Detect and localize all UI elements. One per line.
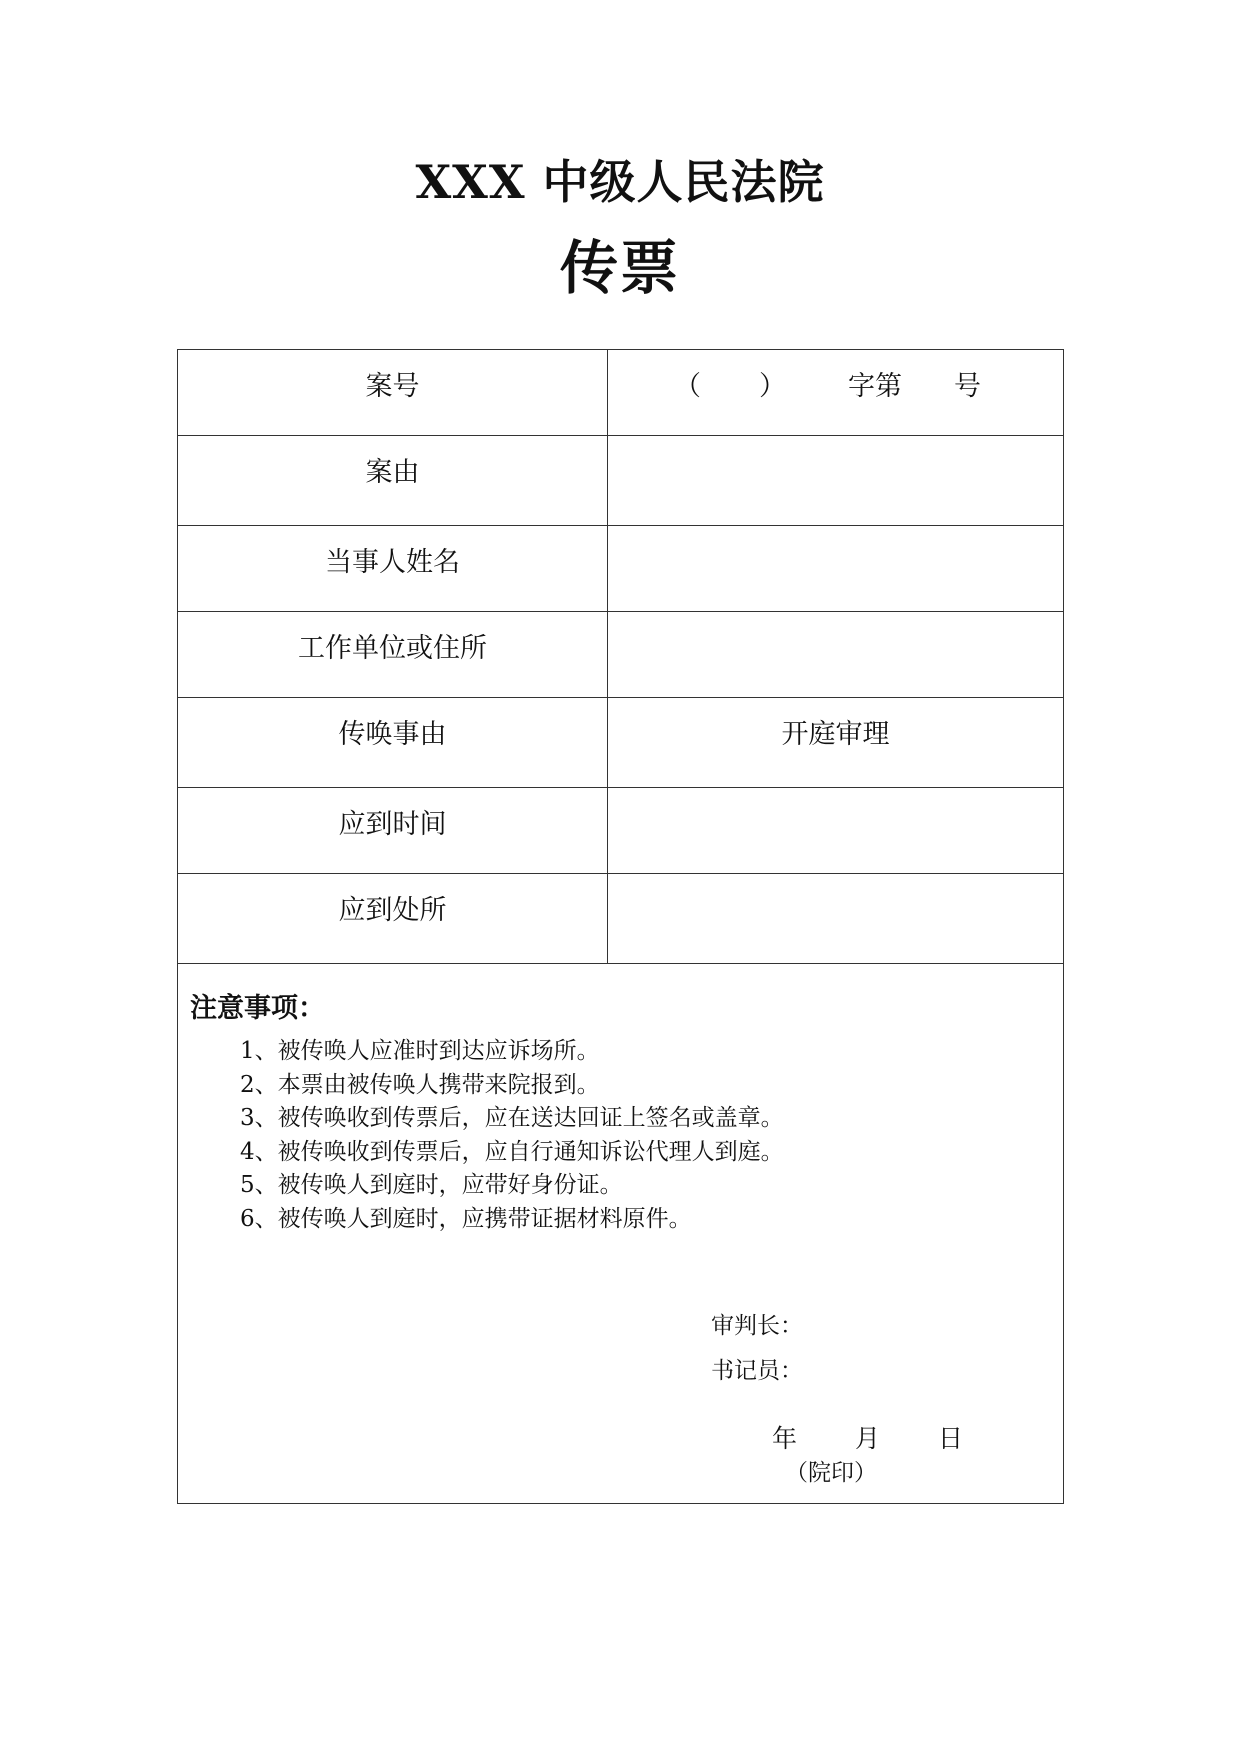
appear-time-value[interactable] (608, 788, 1064, 874)
case-number-label: 案号 (178, 350, 608, 436)
table-row-case-number (178, 350, 1064, 436)
date-year: 年 (772, 1424, 798, 1453)
notice-item: 4、被传唤收到传票后，应自行通知诉讼代理人到庭。 (240, 1138, 784, 1165)
clerk-signature[interactable]: 书记员： (711, 1358, 803, 1384)
notice-heading: 注意事项： (190, 993, 325, 1024)
date-day: 日 (937, 1424, 963, 1453)
case-cause-label: 案由 (178, 436, 608, 526)
presiding-judge-signature[interactable]: 审判长： (711, 1313, 803, 1339)
table-row (178, 874, 1064, 964)
appear-time-label: 应到时间 (178, 788, 608, 874)
court-seal-label: （院印） (785, 1460, 877, 1486)
case-number-close-paren: ） (759, 371, 786, 402)
notice-item: 1、被传唤人应准时到达应诉场所。 (240, 1038, 600, 1064)
table-row (178, 612, 1064, 698)
date-month: 月 (854, 1424, 880, 1453)
case-cause-value[interactable] (608, 436, 1064, 526)
notice-row (178, 964, 1064, 1504)
appear-place-value[interactable] (608, 874, 1064, 964)
notice-item: 2、本票由被传唤人携带来院报到。 (240, 1071, 600, 1098)
notice-item: 3、被传唤收到传票后，应在送达回证上签名或盖章。 (240, 1105, 784, 1131)
case-number-format (608, 364, 1063, 403)
notice-item: 5、被传唤人到庭时，应带好身份证。 (240, 1172, 623, 1198)
workplace-address-value[interactable] (608, 612, 1064, 698)
summons-reason-label: 传唤事由 (178, 698, 608, 788)
case-number-zidi: 字第 (848, 371, 902, 402)
table-row (178, 436, 1064, 526)
notice-section (178, 964, 1064, 1504)
case-number-open-paren: （ (674, 371, 701, 402)
notice-item: 6、被传唤人到庭时，应携带证据材料原件。 (240, 1205, 692, 1232)
workplace-address-label: 工作单位或住所 (178, 612, 608, 698)
appear-place-label: 应到处所 (178, 874, 608, 964)
court-name: XXX 中级人民法院 (415, 155, 825, 209)
document-title: 传票 (559, 234, 680, 302)
table-row (178, 526, 1064, 612)
summons-reason-value[interactable]: 开庭审理 (608, 698, 1064, 788)
table-row (178, 698, 1064, 788)
summons-table (177, 349, 1064, 1504)
date-line (772, 1419, 963, 1455)
table-row (178, 788, 1064, 874)
case-number-value[interactable] (608, 350, 1064, 436)
party-name-label: 当事人姓名 (178, 526, 608, 612)
party-name-value[interactable] (608, 526, 1064, 612)
case-number-hao: 号 (954, 371, 981, 402)
notice-list (240, 1035, 784, 1236)
